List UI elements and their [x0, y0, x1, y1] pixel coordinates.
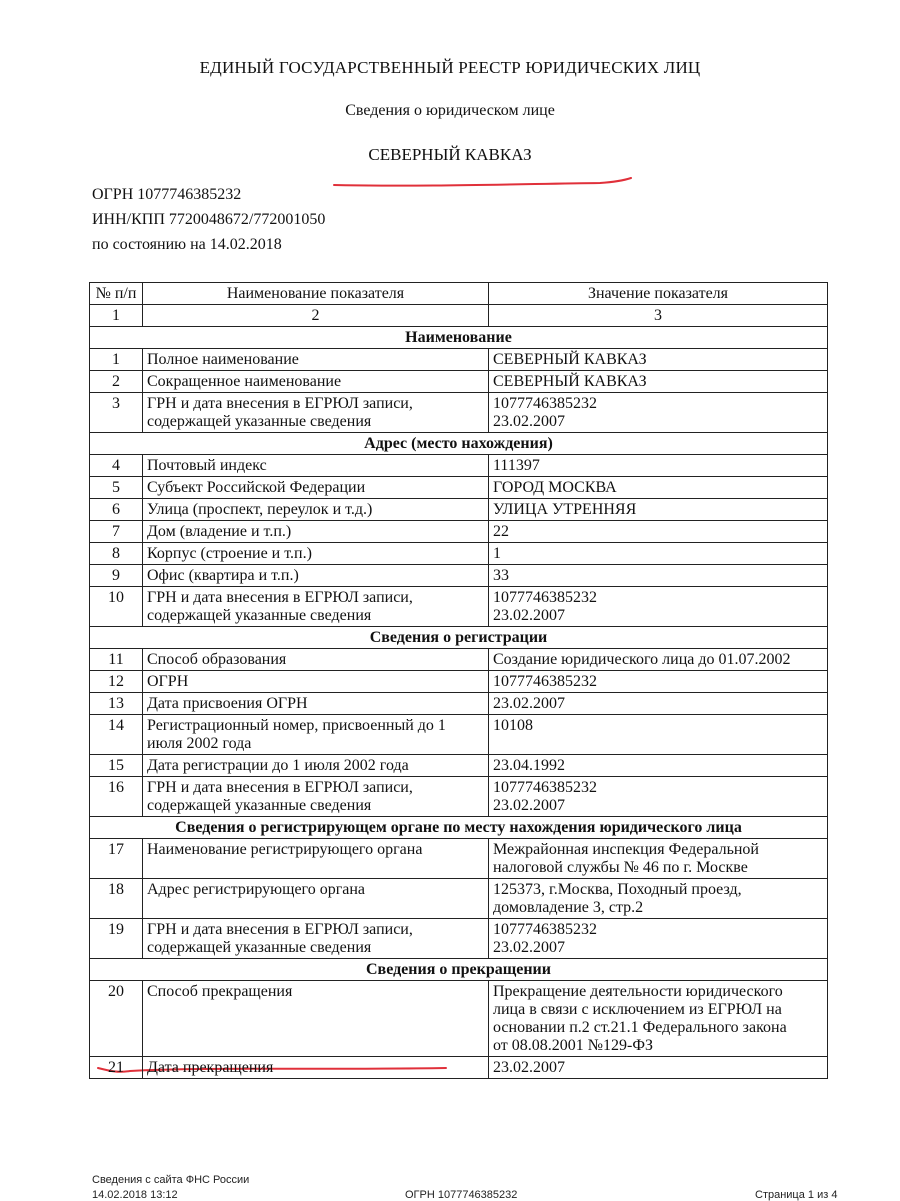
- indicator-name-cell: [143, 715, 489, 755]
- indicator-name-line: ГРН и дата внесения в ЕГРЮЛ записи,: [147, 395, 413, 412]
- row-number: 1: [90, 349, 143, 371]
- document-title: ЕДИНЫЙ ГОСУДАРСТВЕННЫЙ РЕЕСТР ЮРИДИЧЕСКИХ ЛИЦ: [199, 58, 701, 77]
- indicator-name-line: Офис (квартира и т.п.): [147, 567, 299, 584]
- as-of-date-line: по состоянию на 14.02.2018: [92, 236, 282, 253]
- row-number: 14: [90, 715, 143, 755]
- indicator-name-line: Способ прекращения: [147, 983, 293, 1000]
- table-header-row: [90, 283, 828, 305]
- row-number: 15: [90, 755, 143, 777]
- row-number: 18: [90, 879, 143, 919]
- indicator-value-line: лица в связи с исключением из ЕГРЮЛ на: [493, 1001, 782, 1018]
- indicator-name-line: Способ образования: [147, 651, 287, 668]
- indicator-value-cell: [489, 879, 828, 919]
- indicator-value-line: 1077746385232: [493, 395, 597, 412]
- indicator-name-cell: [143, 981, 489, 1057]
- indicator-name-cell: [143, 455, 489, 477]
- indicator-value-cell: [489, 543, 828, 565]
- indicator-name-cell: [143, 839, 489, 879]
- indicator-name-line: ГРН и дата внесения в ЕГРЮЛ записи,: [147, 589, 413, 606]
- indicator-value-cell: [489, 693, 828, 715]
- table-row: [90, 649, 828, 671]
- section-header-row: [90, 327, 828, 349]
- indicator-value-cell: [489, 1057, 828, 1079]
- ogrn-line: ОГРН 1077746385232: [92, 186, 242, 203]
- indicator-value-cell: [489, 671, 828, 693]
- indicator-name-line: Дом (владение и т.п.): [147, 523, 292, 540]
- table-row: [90, 919, 828, 959]
- indicator-value-line: домовладение 3, стр.2: [493, 899, 644, 916]
- indicator-name-cell: [143, 521, 489, 543]
- indicator-name-line: Дата присвоения ОГРН: [147, 695, 308, 712]
- indicator-value-line: 1077746385232: [493, 779, 597, 796]
- indicator-value-line: 23.02.2007: [493, 939, 565, 956]
- row-number: 6: [90, 499, 143, 521]
- indicator-value-cell: [489, 649, 828, 671]
- indicator-value-cell: [489, 455, 828, 477]
- indicator-value-cell: [489, 919, 828, 959]
- indicator-value-line: 1077746385232: [493, 589, 597, 606]
- indicator-value-line: УЛИЦА УТРЕННЯЯ: [493, 501, 637, 518]
- indicator-name-cell: [143, 1057, 489, 1079]
- col-number-3: 3: [489, 305, 828, 327]
- footer-ogrn: ОГРН 1077746385232: [405, 1189, 518, 1201]
- col-header-number: № п/п: [90, 283, 143, 305]
- indicator-name-cell: [143, 649, 489, 671]
- section-header-row: [90, 959, 828, 981]
- table-row: [90, 543, 828, 565]
- indicator-value-line: 23.02.2007: [493, 1059, 565, 1076]
- indicator-value-cell: [489, 755, 828, 777]
- indicator-name-cell: [143, 879, 489, 919]
- red-underline-org-name: [334, 178, 631, 186]
- indicator-name-line: ОГРН: [147, 673, 189, 690]
- row-number: 2: [90, 371, 143, 393]
- table-row: [90, 879, 828, 919]
- row-number: 5: [90, 477, 143, 499]
- indicator-name-line: содержащей указанные сведения: [147, 797, 372, 814]
- table-row: [90, 393, 828, 433]
- footer-datetime: 14.02.2018 13:12: [92, 1189, 178, 1201]
- table-row: [90, 671, 828, 693]
- row-number: 13: [90, 693, 143, 715]
- row-number: 9: [90, 565, 143, 587]
- table-row: [90, 755, 828, 777]
- indicator-name-line: ГРН и дата внесения в ЕГРЮЛ записи,: [147, 779, 413, 796]
- indicator-value-cell: [489, 477, 828, 499]
- indicator-name-cell: [143, 777, 489, 817]
- table-row: [90, 455, 828, 477]
- col-number-2: 2: [143, 305, 489, 327]
- indicator-name-line: Корпус (строение и т.п.): [147, 545, 312, 562]
- indicator-name-cell: [143, 499, 489, 521]
- indicator-name-line: Адрес регистрирующего органа: [147, 881, 366, 898]
- indicator-value-line: 111397: [493, 457, 540, 474]
- section-title: Сведения о регистрирующем органе по месту нахождения юридического лица: [90, 817, 828, 839]
- indicator-name-cell: [143, 349, 489, 371]
- table-row: [90, 477, 828, 499]
- indicator-name-line: ГРН и дата внесения в ЕГРЮЛ записи,: [147, 921, 413, 938]
- indicator-value-line: 23.02.2007: [493, 797, 565, 814]
- indicator-name-cell: [143, 919, 489, 959]
- indicator-value-cell: [489, 587, 828, 627]
- organization-name: СЕВЕРНЫЙ КАВКАЗ: [368, 145, 532, 164]
- registry-table: [89, 282, 828, 1079]
- section-header-row: [90, 627, 828, 649]
- col-header-indicator: Наименование показателя: [143, 283, 489, 305]
- document-subtitle: Сведения о юридическом лице: [345, 102, 555, 119]
- footer-page-number: Страница 1 из 4: [755, 1189, 838, 1201]
- table-row: [90, 693, 828, 715]
- indicator-value-line: 125373, г.Москва, Походный проезд,: [493, 881, 742, 898]
- section-header-row: [90, 433, 828, 455]
- indicator-value-cell: [489, 981, 828, 1057]
- table-row: [90, 521, 828, 543]
- indicator-name-line: Регистрационный номер, присвоенный до 1: [147, 717, 446, 734]
- indicator-name-line: Дата регистрации до 1 июля 2002 года: [147, 757, 409, 774]
- indicator-value-cell: [489, 565, 828, 587]
- table-row: [90, 981, 828, 1057]
- indicator-value-line: 23.02.2007: [493, 607, 565, 624]
- indicator-value-line: от 08.08.2001 №129-ФЗ: [493, 1037, 654, 1054]
- indicator-value-line: 22: [493, 523, 509, 540]
- indicator-name-cell: [143, 371, 489, 393]
- indicator-value-cell: [489, 371, 828, 393]
- indicator-value-line: 33: [493, 567, 509, 584]
- row-number: 11: [90, 649, 143, 671]
- col-header-value: Значение показателя: [489, 283, 828, 305]
- indicator-value-line: СЕВЕРНЫЙ КАВКАЗ: [493, 373, 647, 390]
- indicator-name-cell: [143, 565, 489, 587]
- indicator-name-line: Сокращенное наименование: [147, 373, 342, 390]
- indicator-value-line: 23.04.1992: [493, 757, 565, 774]
- table-row: [90, 715, 828, 755]
- table-row: [90, 839, 828, 879]
- column-number-row: [90, 305, 828, 327]
- section-title: Сведения о регистрации: [90, 627, 828, 649]
- indicator-value-line: налоговой службы № 46 по г. Москве: [493, 859, 748, 876]
- row-number: 20: [90, 981, 143, 1057]
- inn-kpp-line: ИНН/КПП 7720048672/772001050: [92, 211, 326, 228]
- row-number: 19: [90, 919, 143, 959]
- indicator-value-line: 10108: [493, 717, 533, 734]
- indicator-name-cell: [143, 477, 489, 499]
- table-row: [90, 777, 828, 817]
- indicator-value-cell: [489, 521, 828, 543]
- indicator-name-line: Улица (проспект, переулок и т.д.): [147, 501, 373, 518]
- indicator-name-line: Почтовый индекс: [147, 457, 267, 474]
- indicator-name-line: июля 2002 года: [147, 735, 252, 752]
- row-number: 10: [90, 587, 143, 627]
- indicator-name-cell: [143, 671, 489, 693]
- section-title: Сведения о прекращении: [90, 959, 828, 981]
- indicator-value-line: Создание юридического лица до 01.07.2002: [493, 651, 791, 668]
- indicator-value-line: 1077746385232: [493, 921, 597, 938]
- row-number: 17: [90, 839, 143, 879]
- indicator-value-cell: [489, 777, 828, 817]
- section-title: Наименование: [90, 327, 828, 349]
- indicator-value-line: Прекращение деятельности юридического: [493, 983, 783, 1000]
- row-number: 8: [90, 543, 143, 565]
- indicator-value-line: СЕВЕРНЫЙ КАВКАЗ: [493, 351, 647, 368]
- indicator-value-cell: [489, 349, 828, 371]
- section-header-row: [90, 817, 828, 839]
- row-number: 7: [90, 521, 143, 543]
- table-row: [90, 587, 828, 627]
- section-title: Адрес (место нахождения): [90, 433, 828, 455]
- row-number: 4: [90, 455, 143, 477]
- col-number-1: 1: [90, 305, 143, 327]
- table-row: [90, 1057, 828, 1079]
- indicator-value-line: 23.02.2007: [493, 413, 565, 430]
- table-row: [90, 499, 828, 521]
- indicator-name-line: Полное наименование: [147, 351, 299, 368]
- row-number: 16: [90, 777, 143, 817]
- indicator-name-cell: [143, 587, 489, 627]
- table-row: [90, 565, 828, 587]
- indicator-value-cell: [489, 393, 828, 433]
- footer-source: Сведения с сайта ФНС России: [92, 1174, 250, 1186]
- indicator-name-line: содержащей указанные сведения: [147, 607, 372, 624]
- indicator-value-cell: [489, 839, 828, 879]
- indicator-name-cell: [143, 543, 489, 565]
- indicator-name-line: содержащей указанные сведения: [147, 939, 372, 956]
- table-row: [90, 349, 828, 371]
- indicator-value-line: 1: [493, 545, 501, 562]
- row-number: 3: [90, 393, 143, 433]
- indicator-value-line: 1077746385232: [493, 673, 597, 690]
- indicator-value-cell: [489, 715, 828, 755]
- indicator-name-cell: [143, 755, 489, 777]
- indicator-name-line: Дата прекращения: [147, 1059, 274, 1076]
- indicator-value-line: 23.02.2007: [493, 695, 565, 712]
- indicator-name-line: Наименование регистрирующего органа: [147, 841, 423, 858]
- indicator-value-line: ГОРОД МОСКВА: [493, 479, 617, 496]
- row-number: 12: [90, 671, 143, 693]
- indicator-value-cell: [489, 499, 828, 521]
- indicator-name-cell: [143, 693, 489, 715]
- indicator-value-line: основании п.2 ст.21.1 Федерального закона: [493, 1019, 787, 1036]
- indicator-value-line: Межрайонная инспекция Федеральной: [493, 841, 759, 858]
- indicator-name-line: Субъект Российской Федерации: [147, 479, 366, 496]
- indicator-name-line: содержащей указанные сведения: [147, 413, 372, 430]
- indicator-name-cell: [143, 393, 489, 433]
- row-number: 21: [90, 1057, 143, 1079]
- table-row: [90, 371, 828, 393]
